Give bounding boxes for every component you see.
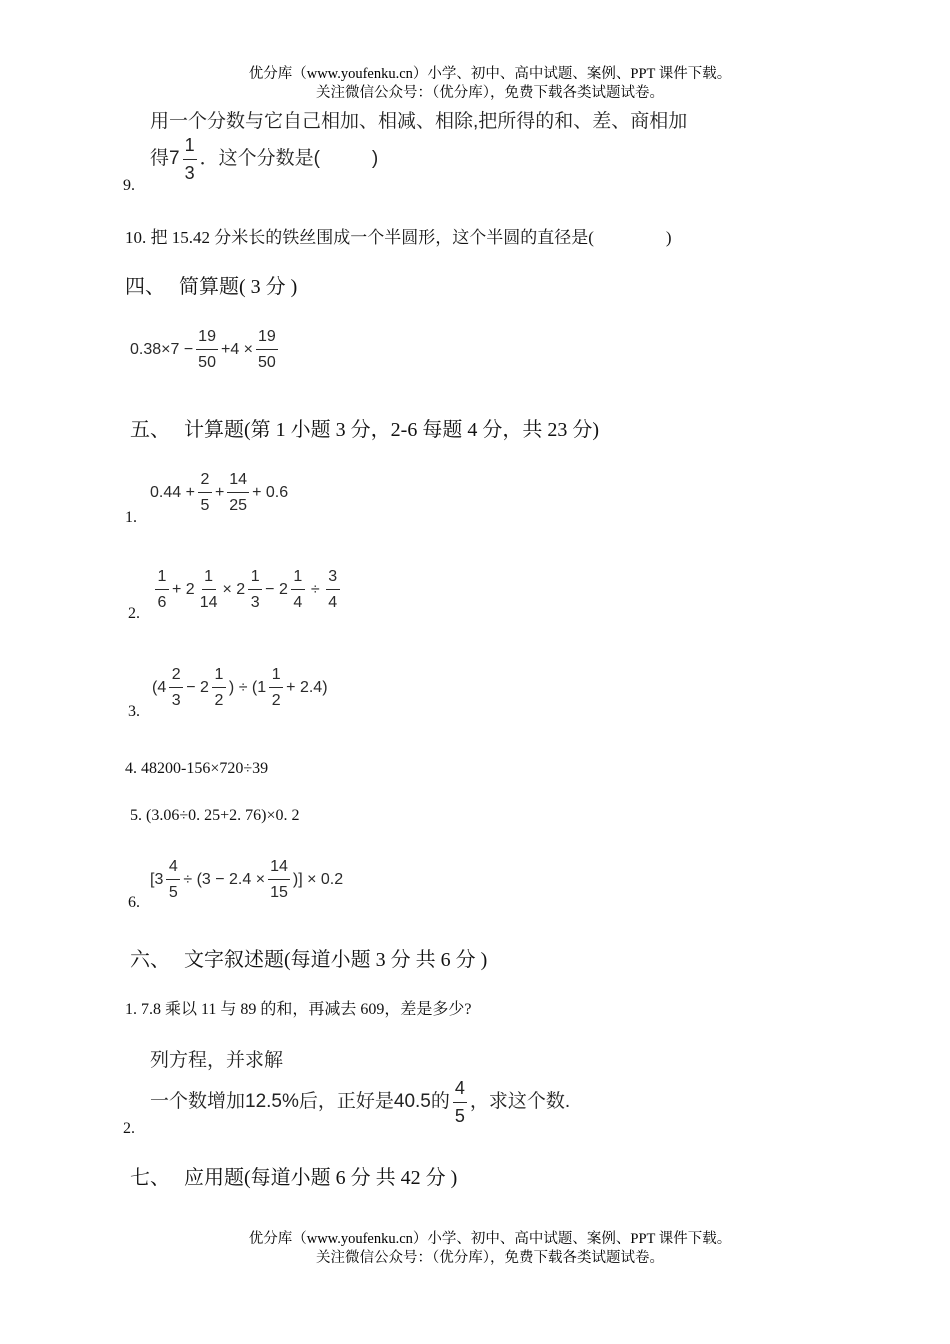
q9-fraction bbox=[183, 132, 197, 187]
q9-fraction-numerator: 1 bbox=[183, 132, 197, 160]
expr-text: ) ÷ (1 bbox=[228, 678, 267, 696]
q9-line-2-suffix: ．这个分数是( bbox=[199, 148, 320, 170]
word-problem-1-text: 1. 7.8 乘以 11 与 89 的和，再减去 609，差是多少? bbox=[125, 1001, 472, 1018]
denominator: 5 bbox=[454, 1106, 465, 1126]
section-6-title: 文字叙述题(每道小题 3 分 共 6 分 ) bbox=[184, 949, 488, 971]
section-5-heading bbox=[130, 418, 599, 442]
section-7-heading bbox=[130, 1166, 457, 1190]
expr-text: + bbox=[214, 483, 225, 501]
q9-line-2-prefix: 得7 bbox=[150, 148, 180, 170]
expr-text: + 2 bbox=[172, 580, 195, 598]
numerator: 14 bbox=[268, 854, 290, 880]
word-problem-2-suffix: ，求这个数. bbox=[469, 1091, 571, 1113]
expr-text: )] × 0.2 bbox=[292, 870, 344, 888]
q10-answer-close: ) bbox=[665, 228, 672, 247]
fraction bbox=[169, 662, 183, 713]
q9-line-1: 用一个分数与它自己相加、相减、相除,把所得的和、差、商相加 bbox=[150, 111, 688, 132]
section-5-number: 五、 bbox=[130, 419, 170, 441]
denominator: 15 bbox=[270, 884, 288, 901]
expr-text: + 2.4) bbox=[286, 678, 328, 696]
expr-text: − 2 bbox=[265, 580, 288, 598]
calc-6-expression bbox=[150, 854, 343, 905]
expr-text: (4 bbox=[152, 678, 167, 696]
numerator: 1 bbox=[248, 564, 262, 590]
calc-3-number: 3. bbox=[128, 703, 140, 720]
numerator: 4 bbox=[453, 1075, 467, 1103]
calc-3-expression bbox=[152, 662, 328, 713]
fraction bbox=[198, 467, 212, 518]
expr-text: × 2 bbox=[222, 580, 246, 598]
fraction bbox=[196, 324, 218, 375]
expr-text: + 0.6 bbox=[252, 483, 289, 501]
fraction bbox=[248, 564, 262, 615]
section-6-heading bbox=[130, 948, 487, 972]
q10-line bbox=[125, 228, 672, 248]
numerator: 2 bbox=[198, 467, 212, 493]
denominator: 5 bbox=[200, 497, 210, 514]
expr-text: +4 × bbox=[220, 340, 253, 358]
calc-4-text: 4. 48200-156×720÷39 bbox=[125, 760, 269, 777]
numerator: 1 bbox=[202, 564, 216, 590]
word-problem-2-prefix: 一个数增加12.5%后，正好是40.5的 bbox=[150, 1091, 450, 1113]
header-line-2: 关注微信公众号：（优分库），免费下载各类试题试卷。 bbox=[316, 85, 664, 101]
numerator: 19 bbox=[196, 324, 218, 350]
denominator: 6 bbox=[157, 594, 167, 611]
calc-1-expression bbox=[150, 467, 288, 518]
denominator: 2 bbox=[214, 692, 224, 709]
footer-line-2: 关注微信公众号：（优分库），免费下载各类试题试卷。 bbox=[316, 1250, 664, 1266]
fraction bbox=[268, 854, 290, 905]
calc-2-number: 2. bbox=[128, 605, 140, 622]
expr-text: 0.38×7 − bbox=[130, 340, 194, 358]
q9-line-2 bbox=[150, 132, 378, 187]
calc-2-expression bbox=[152, 564, 343, 615]
fraction bbox=[166, 854, 180, 905]
denominator: 2 bbox=[271, 692, 281, 709]
word-problem-2-line-2 bbox=[150, 1075, 570, 1130]
calc-5-text: 5. (3.06÷0. 25+2. 76)×0. 2 bbox=[130, 807, 300, 824]
section-4-heading bbox=[125, 275, 297, 299]
page-header bbox=[140, 65, 840, 103]
expr-text: 0.44 + bbox=[150, 483, 195, 501]
expr-text: [3 bbox=[150, 870, 164, 888]
header-line-1: 优分库（www.youfenku.cn）小学、初中、高中试题、案例、PPT 课件下载。 bbox=[248, 66, 732, 82]
section-4-title: 简算题( 3 分 ) bbox=[179, 276, 298, 298]
fraction bbox=[453, 1075, 467, 1130]
q9-number: 9. bbox=[123, 177, 135, 194]
expr-text: − 2 bbox=[186, 678, 209, 696]
section-4-expression bbox=[130, 324, 281, 375]
section-5-title: 计算题(第 1 小题 3 分，2-6 每题 4 分，共 23 分) bbox=[184, 419, 599, 441]
numerator: 14 bbox=[227, 467, 249, 493]
section-7-number: 七、 bbox=[130, 1167, 170, 1189]
numerator: 3 bbox=[326, 564, 340, 590]
word-problem-2-number: 2. bbox=[123, 1120, 135, 1137]
section-6-number: 六、 bbox=[130, 949, 170, 971]
section-4-number: 四、 bbox=[125, 276, 165, 298]
fraction bbox=[269, 662, 283, 713]
numerator: 4 bbox=[166, 854, 180, 880]
calc-6-number: 6. bbox=[128, 894, 140, 911]
numerator: 19 bbox=[256, 324, 278, 350]
denominator: 4 bbox=[293, 594, 303, 611]
q9-fraction-denominator: 3 bbox=[184, 163, 195, 183]
denominator: 50 bbox=[198, 354, 216, 371]
numerator: 1 bbox=[212, 662, 226, 688]
q9-answer-close: ) bbox=[371, 148, 379, 170]
fraction bbox=[212, 662, 226, 713]
numerator: 1 bbox=[291, 564, 305, 590]
fraction bbox=[326, 564, 340, 615]
fraction bbox=[256, 324, 278, 375]
denominator: 3 bbox=[250, 594, 260, 611]
denominator: 50 bbox=[258, 354, 276, 371]
fraction bbox=[198, 564, 220, 615]
expr-text: ÷ (3 − 2.4 × bbox=[183, 870, 266, 888]
denominator: 4 bbox=[328, 594, 338, 611]
fraction bbox=[291, 564, 305, 615]
page-footer bbox=[140, 1230, 840, 1268]
denominator: 25 bbox=[229, 497, 248, 514]
fraction bbox=[155, 564, 169, 615]
denominator: 14 bbox=[199, 594, 218, 611]
word-problem-2-line-1: 列方程，并求解 bbox=[150, 1050, 284, 1071]
q10-text: 10. 把 15.42 分米长的铁丝围成一个半圆形，这个半圆的直径是( bbox=[125, 228, 594, 247]
expr-text: ÷ bbox=[310, 580, 320, 598]
footer-line-1: 优分库（www.youfenku.cn）小学、初中、高中试题、案例、PPT 课件下载。 bbox=[248, 1231, 732, 1247]
denominator: 3 bbox=[171, 692, 181, 709]
numerator: 1 bbox=[155, 564, 169, 590]
denominator: 5 bbox=[168, 884, 178, 901]
numerator: 1 bbox=[269, 662, 283, 688]
calc-1-number: 1. bbox=[125, 509, 137, 526]
numerator: 2 bbox=[169, 662, 183, 688]
fraction bbox=[227, 467, 249, 518]
section-7-title: 应用题(每道小题 6 分 共 42 分 ) bbox=[184, 1167, 458, 1189]
